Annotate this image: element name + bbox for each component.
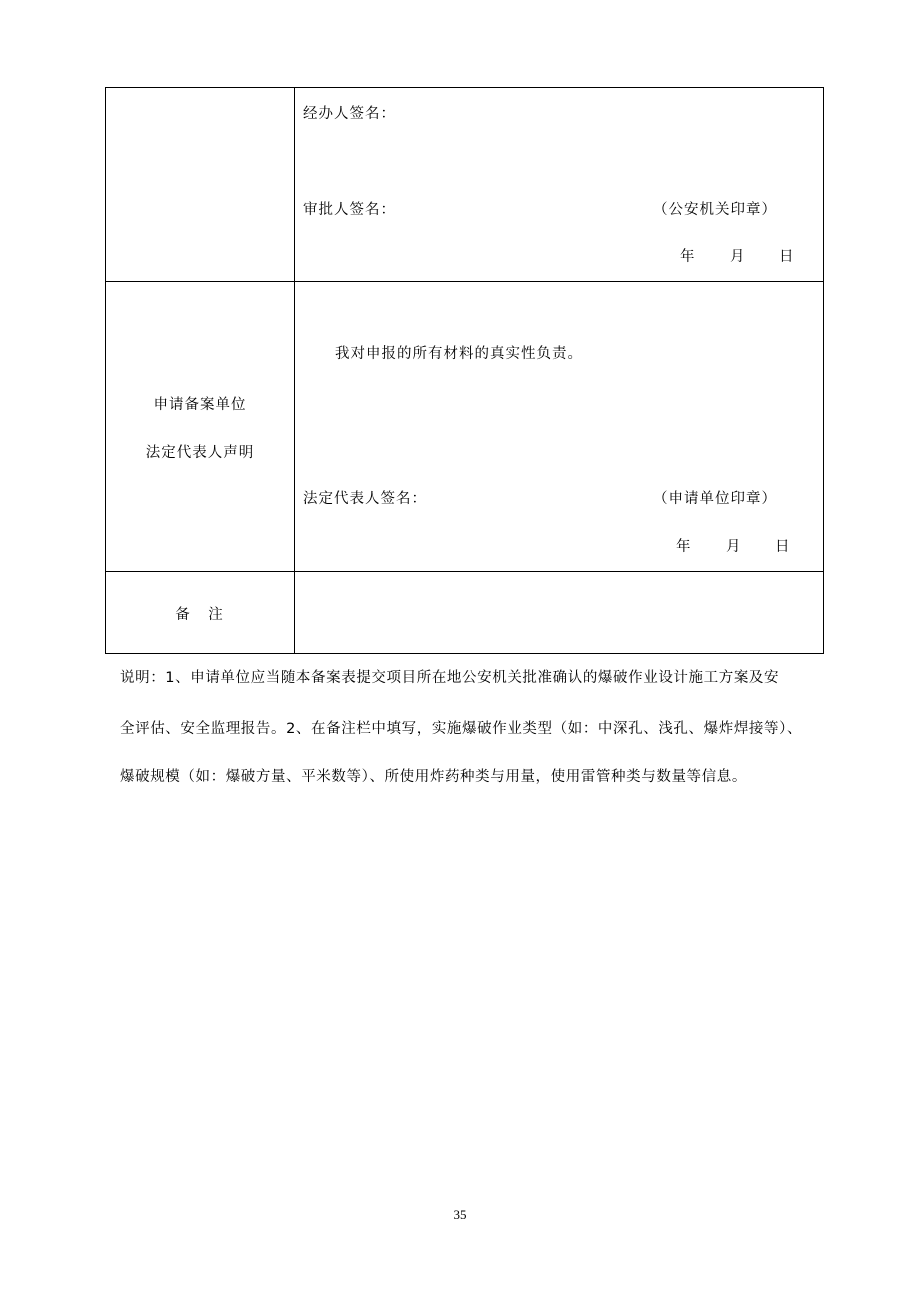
declaration-row-label-line1: 申请备案单位 [153, 397, 247, 413]
declaration-row-content-cell [295, 282, 824, 572]
declaration-row-label-line2: 法定代表人声明 [145, 445, 255, 461]
remarks-content-cell[interactable] [295, 572, 824, 654]
declaration-row [106, 282, 824, 572]
notes-line-3: 爆破规模（如：爆破方量、平米数等）、所使用炸药种类与用量，使用雷管种类与数量等信息。 [120, 769, 747, 785]
police-seal-label: （公安机关印章） [653, 202, 777, 218]
approval-date-year: 年 [680, 249, 695, 265]
unit-seal-label: （申请单位印章） [653, 491, 777, 507]
remarks-row [106, 572, 824, 654]
declaration-date-year: 年 [676, 539, 691, 555]
filing-form-table [105, 87, 824, 654]
declaration-date-month: 月 [726, 539, 741, 555]
legal-rep-signature-label: 法定代表人签名： [303, 491, 427, 507]
approver-signature-label: 审批人签名： [303, 202, 396, 218]
approval-row-label-cell [106, 88, 295, 282]
declaration-statement: 我对申报的所有材料的真实性负责。 [335, 346, 583, 362]
approval-row-content-cell [295, 88, 824, 282]
approval-date-month: 月 [730, 249, 745, 265]
declaration-date-day: 日 [775, 539, 790, 555]
remarks-row-label: 备 注 [175, 607, 225, 623]
notes-line-2: 全评估、安全监理报告。2、在备注栏中填写，实施爆破作业类型（如：中深孔、浅孔、爆炸焊接等）、 [120, 721, 803, 737]
approval-row [106, 88, 824, 282]
declaration-row-label-cell [106, 282, 295, 572]
page-number: 35 [453, 1207, 467, 1222]
remarks-row-label-cell [106, 572, 295, 654]
approval-date-day: 日 [779, 249, 794, 265]
notes-line-1: 说明：1、申请单位应当随本备案表提交项目所在地公安机关批准确认的爆破作业设计施工方案及安 [120, 670, 780, 686]
handler-signature-label: 经办人签名： [303, 106, 396, 122]
